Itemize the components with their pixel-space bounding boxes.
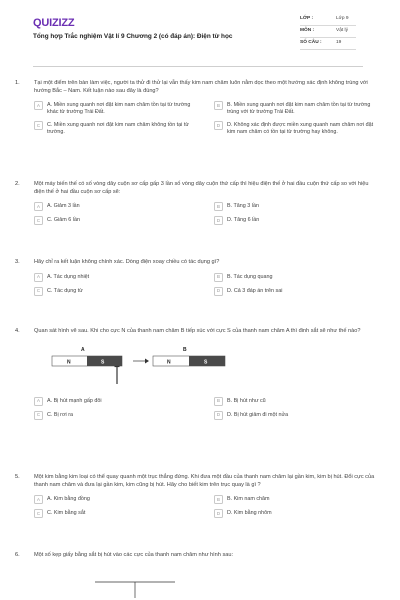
option-b[interactable] xyxy=(214,496,378,504)
question-text: Hãy chỉ ra kết luận không chính xác. Dòng điện xoay chiều có tác dụng gì? xyxy=(34,259,220,265)
option-d[interactable] xyxy=(214,122,378,136)
option-c[interactable] xyxy=(34,122,198,136)
option-letter-box[interactable]: B xyxy=(214,495,223,504)
meta-value: 19 xyxy=(336,40,342,46)
arrow-icon xyxy=(145,358,149,363)
option-letter-box[interactable]: A xyxy=(34,202,43,211)
option-letter-box[interactable]: C xyxy=(34,216,43,225)
meta-key: MÔN : xyxy=(300,28,315,34)
option-a[interactable] xyxy=(34,496,198,504)
question-1 xyxy=(15,80,378,136)
question-4 xyxy=(15,328,378,420)
meta-row-count xyxy=(300,38,356,50)
question-text: Một kim bằng kim loại có thể quay quanh một trục thẳng đứng. Khi đưa một đầu của thanh nam châm lại gần kim, kim bị hút. Đổi cực của thanh nam châm và đưa lại gần kim, kim cũng bị hút. Hãy cho biết kim trên trục quay là gì ? xyxy=(34,474,375,488)
option-a[interactable] xyxy=(34,102,198,116)
question-number: 3. xyxy=(15,259,20,265)
option-b[interactable] xyxy=(214,102,378,116)
option-label: C. Miền xung quanh nơi đặt kim nam châm không tồn tại từ trường. xyxy=(47,122,189,136)
question-5 xyxy=(15,474,378,518)
magnet-a-pole-n: N xyxy=(67,359,71,366)
options-grid xyxy=(34,274,378,296)
option-d[interactable] xyxy=(214,217,378,225)
option-label: B. Bị hút như cũ xyxy=(227,397,266,404)
option-letter-box[interactable]: B xyxy=(214,273,223,282)
option-d[interactable] xyxy=(214,510,378,518)
question-number: 4. xyxy=(15,328,20,334)
worksheet-header xyxy=(18,0,378,66)
option-b[interactable] xyxy=(214,203,378,211)
option-d[interactable] xyxy=(214,412,378,420)
worksheet-meta xyxy=(300,14,356,50)
paperclip-figure xyxy=(75,568,195,598)
option-a[interactable] xyxy=(34,398,198,406)
option-label: D. Tăng 6 lần xyxy=(227,217,260,224)
question-text: Quan sát hình vẽ sau. Khi cho cực N của thanh nam châm B tiếp xúc với cực S của thanh nam châm A thì đinh sắt sẽ như thế nào? xyxy=(34,328,361,334)
option-letter-box[interactable]: B xyxy=(214,202,223,211)
option-label: C. Kim bằng sắt xyxy=(47,510,86,517)
option-a[interactable] xyxy=(34,203,198,211)
option-label: A. Giảm 3 lần xyxy=(47,203,80,210)
question-2 xyxy=(15,181,378,225)
question-text: Tại một điểm trên bàn làm việc, người ta thử đi thử lại vẫn thấy kim nam châm luôn nằm dọc theo một hướng xác định không trùng với hướng Bắc – Nam. Kết luận nào sau đây là đúng? xyxy=(34,80,368,94)
option-letter-box[interactable]: A xyxy=(34,495,43,504)
option-letter-box[interactable]: A xyxy=(34,101,43,110)
question-number: 2. xyxy=(15,181,20,187)
option-label: D. Kim bằng nhôm xyxy=(227,510,272,517)
question-text: Một số kẹp giấy bằng sắt bị hút vào các cực của thanh nam châm như hình sau: xyxy=(34,552,234,558)
option-letter-box[interactable]: C xyxy=(34,411,43,420)
option-letter-box[interactable]: A xyxy=(34,397,43,406)
meta-key: SỐ CÂU : xyxy=(300,40,322,46)
option-letter-box[interactable]: C xyxy=(34,509,43,518)
option-label: B. Miền xung quanh nơi đặt kim nam châm tồn tại từ trường trùng với từ trường Trái Đất. xyxy=(227,102,371,116)
option-label: D. Không xác định được miền xung quanh nam châm nơi đặt kim nam châm có tồn tại từ trường hay không. xyxy=(227,122,374,136)
option-label: A. Tác dụng nhiệt xyxy=(47,273,90,280)
option-label: A. Miền xung quanh nơi đặt kim nam châm tồn tại từ trường khác từ trường Trái Đất. xyxy=(47,102,191,116)
meta-row-subject xyxy=(300,26,356,38)
question-text: Một máy biến thế có số vòng dây cuộn sơ cấp gấp 3 lần số vòng dây cuộn thứ cấp thì hiệu điện thế ở hai đầu cuộn thứ cấp so với hiệu điện thế ở hai đầu cuộn sơ cấp sẽ: xyxy=(34,181,369,195)
page-title: Tổng hợp Trắc nghiệm Vật lí 9 Chương 2 (có đáp án): Điện từ học xyxy=(33,33,233,40)
option-letter-box[interactable]: B xyxy=(214,397,223,406)
header-divider xyxy=(33,66,363,67)
option-label: C. Giảm 6 lần xyxy=(47,217,80,224)
option-letter-box[interactable]: A xyxy=(34,273,43,282)
meta-key: LỚP : xyxy=(300,16,314,22)
option-label: B. Kim nam châm xyxy=(227,496,270,503)
option-letter-box[interactable]: D xyxy=(214,121,223,130)
option-b[interactable] xyxy=(214,398,378,406)
magnet-figure xyxy=(51,342,378,394)
options-grid xyxy=(34,398,378,420)
option-label: D. Bị hút giảm đi một nửa xyxy=(227,411,289,418)
option-label: B. Tác dụng quang xyxy=(227,273,273,280)
question-number: 1. xyxy=(15,80,20,86)
option-letter-box[interactable]: D xyxy=(214,216,223,225)
magnet-a-pole-s: S xyxy=(101,359,105,366)
option-letter-box[interactable]: C xyxy=(34,121,43,130)
options-grid xyxy=(34,203,378,225)
option-c[interactable] xyxy=(34,510,198,518)
magnet-b-label: B xyxy=(183,346,187,353)
option-a[interactable] xyxy=(34,274,198,282)
option-label: B. Tăng 3 lần xyxy=(227,203,259,210)
options-grid xyxy=(34,496,378,518)
magnet-diagram xyxy=(51,342,231,394)
question-number: 6. xyxy=(15,552,20,558)
option-letter-box[interactable]: D xyxy=(214,509,223,518)
option-b[interactable] xyxy=(214,274,378,282)
magnet-b-pole-s: S xyxy=(204,359,208,366)
meta-value: Vật lý xyxy=(336,28,348,34)
option-label: A. Bị hút mạnh gấp đôi xyxy=(47,397,102,404)
magnet-a-dark-half xyxy=(87,356,122,366)
options-grid xyxy=(34,102,378,136)
magnet-a-label: A xyxy=(81,346,85,353)
option-label: C. Bị rơi ra xyxy=(47,411,73,418)
option-letter-box[interactable]: C xyxy=(34,287,43,296)
option-label: D. Cả 3 đáp án trên sai xyxy=(227,287,283,294)
meta-value: Lớp 9 xyxy=(336,16,349,22)
question-3 xyxy=(15,259,378,296)
option-c[interactable] xyxy=(34,288,198,296)
meta-row-class xyxy=(300,14,356,26)
question-number: 5. xyxy=(15,474,20,480)
option-letter-box[interactable]: B xyxy=(214,101,223,110)
option-c[interactable] xyxy=(34,412,198,420)
quizizz-logo: QUIZIZZ xyxy=(33,17,75,29)
option-label: A. Kim bằng đồng xyxy=(47,496,90,503)
option-d[interactable] xyxy=(214,288,378,296)
option-c[interactable] xyxy=(34,217,198,225)
option-label: C. Tác dụng từ xyxy=(47,287,83,294)
question-6 xyxy=(15,552,378,600)
magnet-b-pole-n: N xyxy=(167,359,171,366)
option-letter-box[interactable]: D xyxy=(214,411,223,420)
option-letter-box[interactable]: D xyxy=(214,287,223,296)
